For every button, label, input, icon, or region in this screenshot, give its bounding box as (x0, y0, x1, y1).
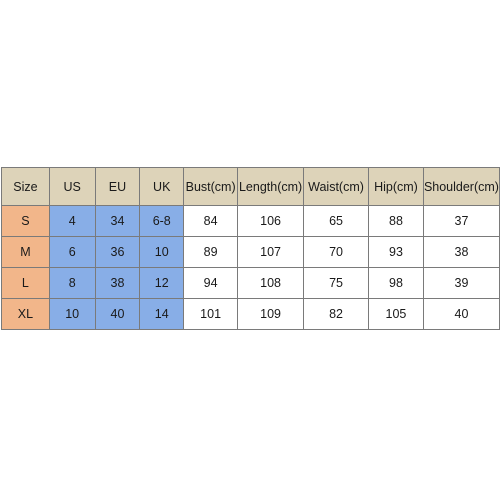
hip-cell: 88 (369, 206, 424, 237)
eu-cell: 36 (95, 237, 140, 268)
bust-cell: 101 (184, 299, 238, 330)
table-row (2, 299, 500, 330)
table-row (2, 206, 500, 237)
waist-cell: 70 (304, 237, 369, 268)
size-chart-table (1, 167, 500, 330)
bust-cell: 89 (184, 237, 238, 268)
uk-cell: 10 (140, 237, 184, 268)
length-cell: 106 (238, 206, 304, 237)
size-cell: L (2, 268, 50, 299)
us-cell: 6 (49, 237, 95, 268)
shoulder-cell: 40 (423, 299, 499, 330)
size-cell: S (2, 206, 50, 237)
header-waist: Waist(cm) (304, 168, 369, 206)
shoulder-cell: 37 (423, 206, 499, 237)
header-shoulder: Shoulder(cm) (423, 168, 499, 206)
uk-cell: 6-8 (140, 206, 184, 237)
table-row (2, 237, 500, 268)
bust-cell: 84 (184, 206, 238, 237)
eu-cell: 40 (95, 299, 140, 330)
table-row (2, 268, 500, 299)
header-row (2, 168, 500, 206)
us-cell: 10 (49, 299, 95, 330)
uk-cell: 12 (140, 268, 184, 299)
us-cell: 4 (49, 206, 95, 237)
length-cell: 108 (238, 268, 304, 299)
header-us: US (49, 168, 95, 206)
hip-cell: 98 (369, 268, 424, 299)
us-cell: 8 (49, 268, 95, 299)
shoulder-cell: 39 (423, 268, 499, 299)
header-hip: Hip(cm) (369, 168, 424, 206)
header-size: Size (2, 168, 50, 206)
header-bust: Bust(cm) (184, 168, 238, 206)
bust-cell: 94 (184, 268, 238, 299)
waist-cell: 75 (304, 268, 369, 299)
header-eu: EU (95, 168, 140, 206)
length-cell: 109 (238, 299, 304, 330)
waist-cell: 65 (304, 206, 369, 237)
hip-cell: 93 (369, 237, 424, 268)
size-cell: M (2, 237, 50, 268)
eu-cell: 38 (95, 268, 140, 299)
shoulder-cell: 38 (423, 237, 499, 268)
hip-cell: 105 (369, 299, 424, 330)
uk-cell: 14 (140, 299, 184, 330)
header-uk: UK (140, 168, 184, 206)
waist-cell: 82 (304, 299, 369, 330)
eu-cell: 34 (95, 206, 140, 237)
header-length: Length(cm) (238, 168, 304, 206)
size-cell: XL (2, 299, 50, 330)
length-cell: 107 (238, 237, 304, 268)
